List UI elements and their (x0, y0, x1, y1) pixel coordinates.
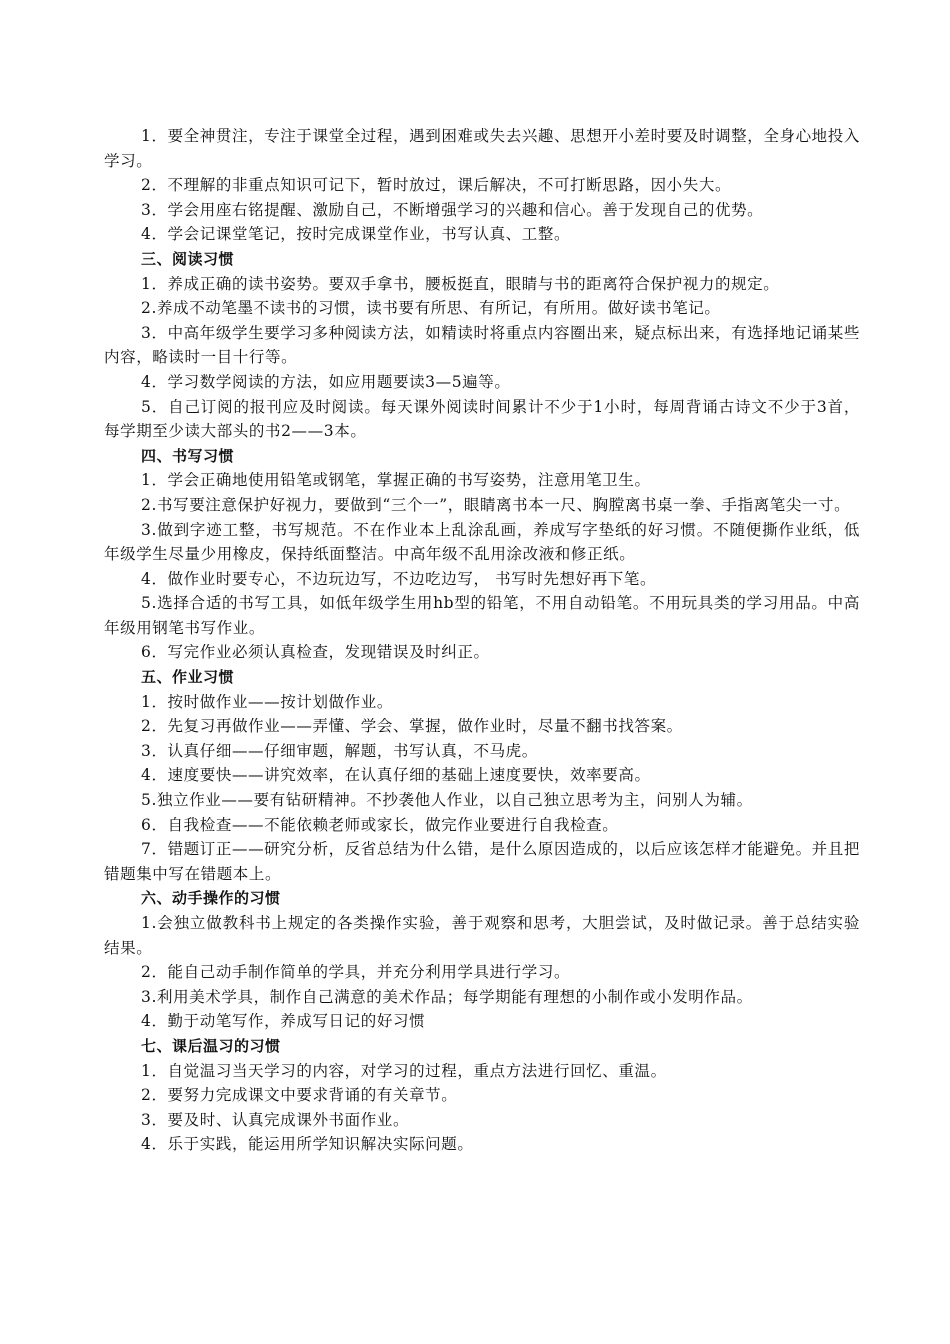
section-writing (104, 444, 860, 665)
paragraph: 2.养成不动笔墨不读书的习惯，读书要有所思、有所记，有所用。做好读书笔记。 (141, 299, 721, 318)
paragraph: 1.会独立做教科书上规定的各类操作实验，善于观察和思考，大胆尝试，及时做记录。善于总结实验结果。 (104, 914, 860, 957)
section-heading: 五、作业习惯 (141, 668, 235, 687)
section-review (104, 1034, 860, 1157)
paragraph: 4．学习数学阅读的方法，如应用题要读3—5遍等。 (141, 372, 511, 391)
paragraph: 4．学会记课堂笔记，按时完成课堂作业，书写认真、工整。 (141, 225, 571, 244)
paragraph: 3．学会用座右铭提醒、激励自己，不断增强学习的兴趣和信心。善于发现自己的优势。 (141, 200, 764, 219)
paragraph: 5.选择合适的书写工具，如低年级学生用hb型的铅笔，不用自动铅笔。不用玩具类的学习用品。中高年级用钢笔书写作业。 (104, 594, 860, 637)
paragraph: 4．做作业时要专心，不边玩边写，不边吃边写， 书写时先想好再下笔。 (141, 569, 657, 588)
paragraph: 5.独立作业——要有钻研精神。不抄袭他人作业，以自己独立思考为主，问别人为辅。 (141, 791, 753, 810)
paragraph: 1．自觉温习当天学习的内容，对学习的过程，重点方法进行回忆、重温。 (141, 1061, 667, 1080)
document-page (104, 124, 860, 1157)
paragraph: 3．中高年级学生要学习多种阅读方法，如精读时将重点内容圈出来，疑点标出来，有选择地记诵某些内容，略读时一目十行等。 (104, 323, 860, 367)
section-homework (104, 665, 860, 886)
paragraph: 4．速度要快——讲究效率，在认真仔细的基础上速度要快，效率要高。 (141, 766, 651, 785)
paragraph: 3.利用美术学具，制作自己满意的美术作品；每学期能有理想的小制作或小发明作品。 (141, 987, 753, 1006)
paragraph: 1．学会正确地使用铅笔或钢笔，掌握正确的书写姿势，注意用笔卫生。 (141, 471, 651, 490)
intro-block (104, 124, 860, 247)
paragraph: 1．按时做作业——按计划做作业。 (141, 692, 393, 711)
paragraph: 6．写完作业必须认真检查，发现错误及时纠正。 (141, 643, 490, 662)
paragraph: 2.书写要注意保护好视力，要做到“三个一”，眼睛离书本一尺、胸膛离书桌一拳、手指离笔尖一寸。 (141, 495, 851, 514)
paragraph: 2．能自己动手制作简单的学具，并充分利用学具进行学习。 (141, 963, 571, 982)
paragraph: 3．要及时、认真完成课外书面作业。 (141, 1110, 410, 1129)
section-reading (104, 247, 860, 444)
paragraph: 2．先复习再做作业——弄懂、学会、掌握，做作业时，尽量不翻书找答案。 (141, 717, 683, 736)
section-heading: 六、动手操作的习惯 (141, 889, 281, 908)
paragraph: 4．乐于实践，能运用所学知识解决实际问题。 (141, 1135, 474, 1154)
paragraph: 3.做到字迹工整，书写规范。不在作业本上乱涂乱画，养成写字垫纸的好习惯。不随便撕作业纸，低年级学生尽量少用橡皮，保持纸面整洁。中高年级不乱用涂改液和修正纸。 (104, 520, 860, 564)
section-hands-on (104, 886, 860, 1034)
paragraph: 1．要全神贯注，专注于课堂全过程，遇到困难或失去兴趣、思想开小差时要及时调整，全身心地投入学习。 (104, 127, 860, 170)
paragraph: 2．不理解的非重点知识可记下，暂时放过，课后解决，不可打断思路，因小失大。 (141, 176, 732, 195)
paragraph: 4．勤于动笔写作，养成写日记的好习惯 (141, 1012, 426, 1031)
paragraph: 6．自我检查——不能依赖老师或家长，做完作业要进行自我检查。 (141, 815, 619, 834)
paragraph: 5．自己订阅的报刊应及时阅读。每天课外阅读时间累计不少于1小时，每周背诵古诗文不少于3首，每学期至少读大部头的书2——3本。 (104, 397, 860, 441)
paragraph: 1．养成正确的读书姿势。要双手拿书，腰板挺直，眼睛与书的距离符合保护视力的规定。 (141, 274, 780, 293)
section-heading: 三、阅读习惯 (141, 249, 235, 268)
section-heading: 四、书写习惯 (141, 446, 235, 465)
section-heading: 七、课后温习的习惯 (141, 1036, 281, 1055)
paragraph: 3．认真仔细——仔细审题，解题，书写认真，不马虎。 (141, 741, 538, 760)
paragraph: 2．要努力完成课文中要求背诵的有关章节。 (141, 1086, 458, 1105)
paragraph: 7．错题订正——研究分析，反省总结为什么错，是什么原因造成的，以后应该怎样才能避免。并且把错题集中写在错题本上。 (104, 840, 860, 883)
